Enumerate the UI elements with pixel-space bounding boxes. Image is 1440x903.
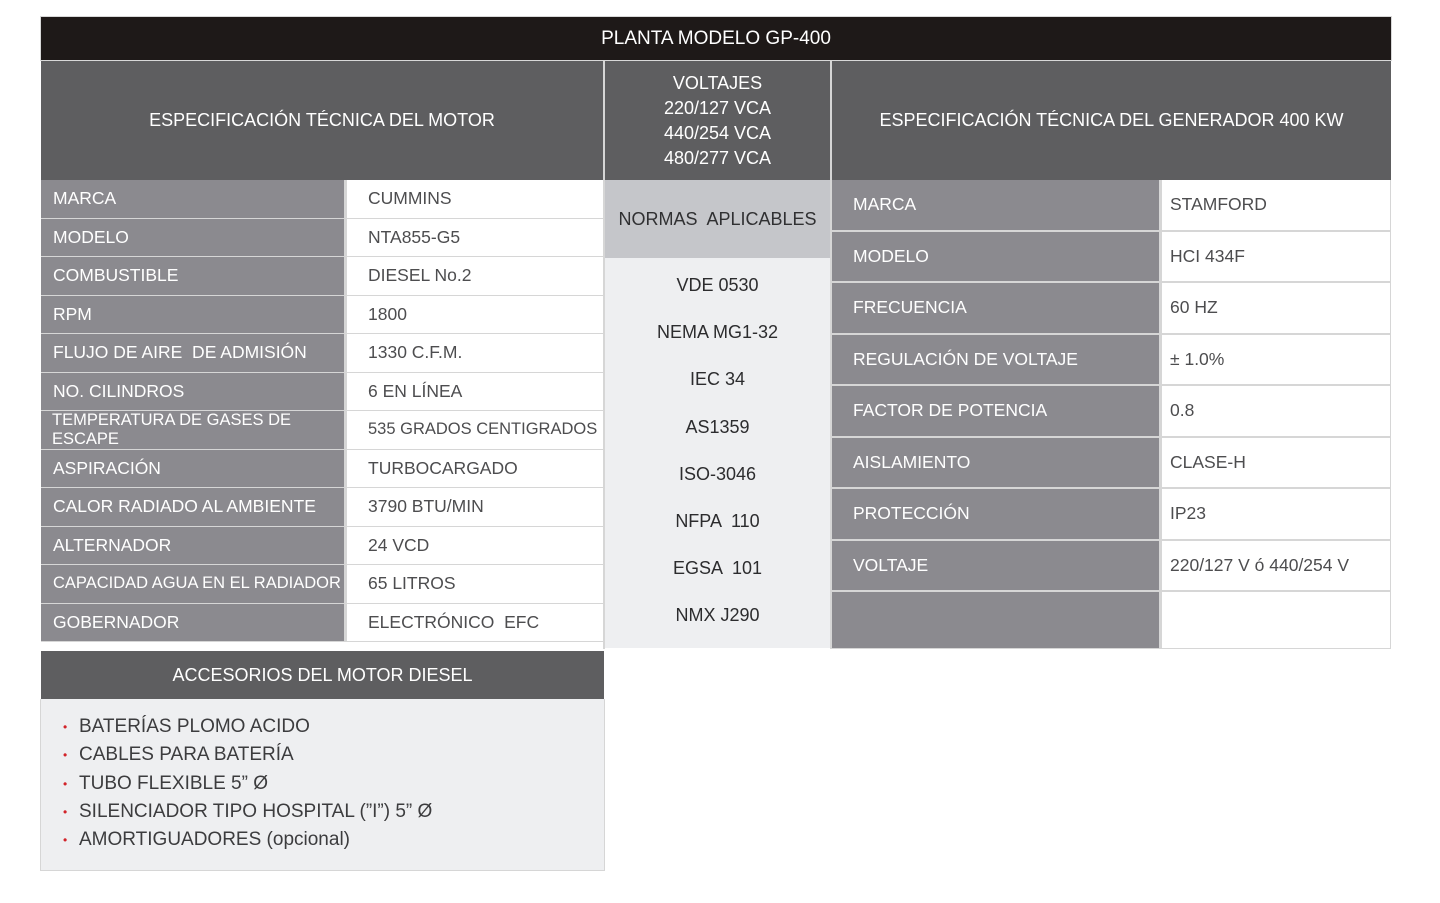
row-value: 60 HZ — [1162, 283, 1390, 333]
row-value: STAMFORD — [1162, 180, 1390, 230]
row-label: AISLAMIENTO — [832, 438, 1162, 488]
row-value — [1162, 592, 1390, 648]
row-label: PROTECCIÓN — [832, 489, 1162, 539]
row-value: 1330 C.F.M. — [347, 334, 603, 372]
voltajes-header — [605, 61, 830, 180]
row-label: MARCA — [41, 180, 347, 218]
bullet-icon: • — [63, 720, 68, 735]
row-value: ELECTRÓNICO EFC — [347, 604, 603, 642]
generator-spec-header — [832, 61, 1391, 180]
row-label: GOBERNADOR — [41, 604, 347, 642]
row-value: 220/127 V ó 440/254 V — [1162, 541, 1390, 591]
accesorios-title: ACCESORIOS DEL MOTOR DIESEL — [172, 664, 473, 685]
list-item-label: CABLES PARA BATERÍA — [79, 744, 294, 766]
voltaje-value: 480/277 VCA — [663, 147, 772, 168]
list-item: VDE 0530 — [676, 275, 759, 296]
row-label: REGULACIÓN DE VOLTAJE — [832, 335, 1162, 385]
row-label: VOLTAJE — [832, 541, 1162, 591]
row-value: DIESEL No.2 — [347, 257, 603, 295]
table-row — [832, 386, 1390, 438]
list-item: NFPA 110 — [675, 511, 760, 532]
list-item-label: TUBO FLEXIBLE 5” Ø — [79, 772, 268, 794]
bullet-icon: • — [63, 833, 68, 848]
table-row — [832, 592, 1390, 648]
table-row — [41, 334, 603, 373]
row-label: RPM — [41, 296, 347, 334]
generator-spec-header-label: ESPECIFICACIÓN TÉCNICA DEL GENERADOR 400 KW — [879, 110, 1344, 130]
motor-spec-table — [41, 180, 603, 648]
row-value: IP23 — [1162, 489, 1390, 539]
row-value: 65 LITROS — [347, 565, 603, 603]
row-value: TURBOCARGADO — [347, 450, 603, 488]
list-item — [41, 713, 604, 741]
row-value: 1800 — [347, 296, 603, 334]
bullet-icon: • — [63, 776, 68, 791]
row-value: CUMMINS — [347, 180, 603, 218]
list-item-label: SILENCIADOR TIPO HOSPITAL (”I”) 5” Ø — [79, 801, 433, 823]
list-item-label: BATERÍAS PLOMO ACIDO — [79, 716, 310, 738]
bullet-icon: • — [63, 805, 68, 820]
voltaje-value: 440/254 VCA — [663, 122, 772, 143]
list-item — [41, 826, 604, 854]
list-item: AS1359 — [685, 416, 750, 437]
page-title: PLANTA MODELO GP-400 — [40, 16, 1392, 61]
table-row — [832, 232, 1390, 284]
row-label: NO. CILINDROS — [41, 373, 347, 411]
row-label — [832, 592, 1162, 648]
list-item: IEC 34 — [689, 369, 746, 390]
table-row — [832, 438, 1390, 490]
table-row — [832, 541, 1390, 593]
row-value: 24 VCD — [347, 527, 603, 565]
list-item — [41, 798, 604, 826]
row-label: COMBUSTIBLE — [41, 257, 347, 295]
row-value: 3790 BTU/MIN — [347, 488, 603, 526]
normas-list — [605, 258, 830, 648]
list-item-label: AMORTIGUADORES (opcional) — [79, 829, 350, 851]
row-label: TEMPERATURA DE GASES DE ESCAPE — [41, 411, 347, 449]
row-value: 0.8 — [1162, 386, 1390, 436]
table-row — [41, 565, 603, 604]
table-row — [41, 604, 603, 643]
normas-title — [605, 180, 830, 258]
row-label: ALTERNADOR — [41, 527, 347, 565]
list-item: ISO-3046 — [678, 463, 757, 484]
table-row — [41, 450, 603, 489]
table-row — [41, 373, 603, 412]
bullet-icon: • — [63, 748, 68, 763]
row-value: ± 1.0% — [1162, 335, 1390, 385]
table-row — [41, 527, 603, 566]
table-row — [832, 283, 1390, 335]
row-value: CLASE-H — [1162, 438, 1390, 488]
table-row — [41, 180, 603, 219]
table-row — [832, 489, 1390, 541]
motor-spec-header-label: ESPECIFICACIÓN TÉCNICA DEL MOTOR — [149, 110, 495, 130]
table-row — [41, 488, 603, 527]
list-item — [41, 741, 604, 769]
generator-spec-table — [832, 180, 1391, 649]
list-item: NEMA MG1-32 — [656, 322, 779, 343]
accesorios-list — [40, 699, 605, 871]
row-label: MODELO — [41, 219, 347, 257]
table-row — [41, 411, 603, 450]
voltaje-value: 220/127 VCA — [663, 97, 772, 118]
voltajes-title: VOLTAJES — [672, 72, 763, 93]
accesorios-header — [41, 651, 604, 699]
table-row — [832, 180, 1390, 232]
row-value: NTA855-G5 — [347, 219, 603, 257]
row-value: 535 GRADOS CENTIGRADOS — [347, 411, 603, 449]
row-value: HCI 434F — [1162, 232, 1390, 282]
table-row — [41, 219, 603, 258]
list-item: NMX J290 — [675, 605, 760, 626]
row-label: CAPACIDAD AGUA EN EL RADIADOR — [41, 565, 347, 603]
row-value: 6 EN LÍNEA — [347, 373, 603, 411]
motor-spec-header — [41, 61, 603, 180]
list-item — [41, 770, 604, 798]
row-label: FRECUENCIA — [832, 283, 1162, 333]
normas-title-label: NORMAS APLICABLES — [618, 208, 817, 229]
row-label: FACTOR DE POTENCIA — [832, 386, 1162, 436]
list-item: EGSA 101 — [672, 558, 763, 579]
row-label: FLUJO DE AIRE DE ADMISIÓN — [41, 334, 347, 372]
row-label: MARCA — [832, 180, 1162, 230]
table-row — [41, 296, 603, 335]
row-label: MODELO — [832, 232, 1162, 282]
row-label: CALOR RADIADO AL AMBIENTE — [41, 488, 347, 526]
table-row — [41, 257, 603, 296]
row-label: ASPIRACIÓN — [41, 450, 347, 488]
table-row — [832, 335, 1390, 387]
